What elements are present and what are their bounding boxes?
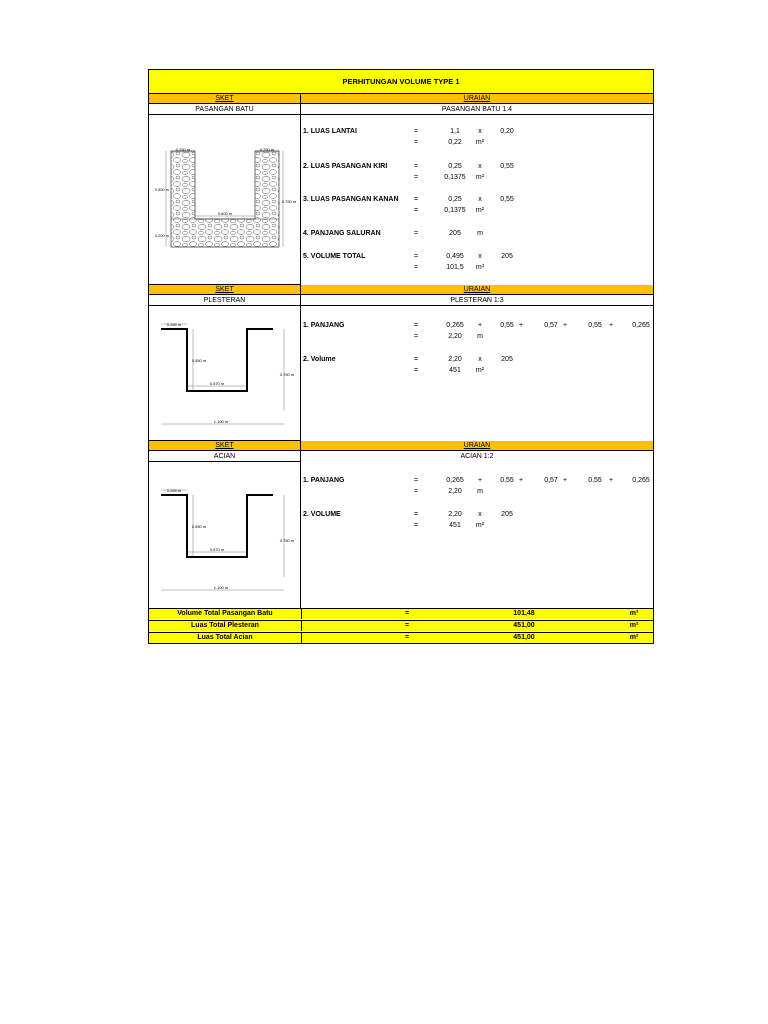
- calc-row: [301, 522, 653, 532]
- calc-cell: 0,265: [632, 477, 650, 484]
- calc-row: [301, 322, 653, 332]
- calc-cell: m³: [475, 264, 485, 271]
- calc-cell: 0,1375: [444, 174, 466, 181]
- calc-cell: 0,55: [500, 322, 514, 329]
- dim-label: 0.200 m: [154, 233, 170, 238]
- calc-cell: =: [413, 322, 419, 329]
- calc-label: 2. VOLUME: [303, 511, 341, 518]
- calc-cell: =: [413, 253, 419, 260]
- acian-profile-drawing: [149, 462, 300, 607]
- calc-cell: =: [413, 511, 419, 518]
- total-divider: [301, 633, 302, 643]
- section3-sketch: [149, 462, 301, 608]
- calc-cell: 0,495: [446, 253, 464, 260]
- total-equals: =: [404, 610, 410, 617]
- section2-calc-title: PLESTERAN 1:3: [301, 295, 653, 306]
- calc-cell: 2,20: [448, 333, 462, 340]
- calc-cell: 0,1375: [444, 207, 466, 214]
- dim-label: 0.750 m: [281, 199, 297, 204]
- calc-cell: m²: [475, 174, 485, 181]
- total-label: Luas Total Acian: [197, 634, 253, 641]
- calc-cell: 0,265: [632, 322, 650, 329]
- calc-cell: 205: [449, 230, 461, 237]
- calc-cell: 2,20: [448, 511, 462, 518]
- calc-row: [301, 356, 653, 366]
- calc-cell: +: [477, 322, 483, 329]
- calc-cell: m: [477, 333, 483, 340]
- dim-label: 1.100 m: [213, 585, 229, 590]
- calc-cell: 0,55: [500, 196, 514, 203]
- calc-cell: m²: [475, 367, 485, 374]
- dim-label: 0.265 m: [166, 322, 182, 327]
- calc-cell: +: [608, 322, 614, 329]
- calc-cell: x: [478, 163, 482, 170]
- total-value: 451,00: [513, 622, 535, 629]
- calc-row: [301, 139, 653, 149]
- dim-label: 0.750 m: [279, 538, 295, 543]
- calc-cell: =: [413, 477, 419, 484]
- calc-cell: x: [478, 356, 482, 363]
- calc-label: 3. LUAS PASANGAN KANAN: [303, 196, 399, 203]
- calc-row: [301, 163, 653, 173]
- section3-calc-title: ACIAN 1:2: [301, 451, 653, 462]
- sheet-title: PERHITUNGAN VOLUME TYPE 1: [149, 70, 653, 94]
- dim-label: 0.265 m: [166, 488, 182, 493]
- total-divider: [301, 609, 302, 619]
- calc-cell: 0,265: [446, 477, 464, 484]
- calc-cell: 0,55: [588, 322, 602, 329]
- dim-label: 1.100 m: [213, 419, 229, 424]
- calc-cell: 0,55: [500, 163, 514, 170]
- section3-calc-header: URAIAN: [301, 441, 653, 451]
- calc-row: [301, 128, 653, 138]
- calc-cell: 0,55: [588, 477, 602, 484]
- section1-sketch: [149, 115, 301, 285]
- section3-sketch-title: ACIAN: [149, 451, 301, 462]
- calc-cell: 205: [501, 356, 513, 363]
- plaster-profile-drawing: [149, 306, 300, 440]
- total-equals: =: [404, 622, 410, 629]
- calc-cell: x: [478, 128, 482, 135]
- section2-sketch: [149, 306, 301, 441]
- calc-cell: =: [413, 488, 419, 495]
- calc-cell: +: [608, 477, 614, 484]
- total-label: Volume Total Pasangan Batu: [177, 610, 273, 617]
- dim-label: 0.550 m: [191, 524, 207, 529]
- calc-cell: =: [413, 163, 419, 170]
- section3-sketch-header: SKET: [149, 441, 301, 451]
- calc-row: [301, 230, 653, 240]
- calc-cell: =: [413, 174, 419, 181]
- total-value: 451,00: [513, 634, 535, 641]
- dim-label: 0.250 m: [259, 147, 275, 152]
- calc-cell: 0,22: [448, 139, 462, 146]
- calc-cell: 205: [501, 511, 513, 518]
- calc-cell: 1,1: [450, 128, 460, 135]
- section2-calc-header: URAIAN: [301, 285, 653, 295]
- calc-label: 1. LUAS LANTAI: [303, 128, 357, 135]
- calc-row: [301, 196, 653, 206]
- dim-label: 0.750 m: [279, 372, 295, 377]
- calc-cell: =: [413, 356, 419, 363]
- section1-calc-title: PASANGAN BATU 1:4: [301, 104, 653, 115]
- calc-row: [301, 333, 653, 343]
- calc-cell: =: [413, 367, 419, 374]
- calc-row: [301, 174, 653, 184]
- total-divider: [301, 621, 302, 631]
- calc-cell: 2,20: [448, 356, 462, 363]
- total-row: [149, 632, 653, 643]
- dim-label: 0.250 m: [175, 147, 191, 152]
- total-value: 101,48: [513, 610, 535, 617]
- calc-label: 2. LUAS PASANGAN KIRI: [303, 163, 388, 170]
- calc-cell: +: [518, 322, 524, 329]
- dim-label: 0.550 m: [191, 358, 207, 363]
- total-label: Luas Total Plesteran: [191, 622, 259, 629]
- calc-cell: 451: [449, 367, 461, 374]
- calc-cell: =: [413, 333, 419, 340]
- dim-label: 0.550 m: [154, 187, 170, 192]
- calc-label: 5. VOLUME TOTAL: [303, 253, 366, 260]
- calc-row: [301, 207, 653, 217]
- calc-cell: +: [562, 322, 568, 329]
- section1-sketch-header: SKET: [149, 94, 301, 104]
- calc-row: [301, 264, 653, 274]
- section1-sketch-title: PASANGAN BATU: [149, 104, 301, 115]
- stone-masonry-drawing: [149, 115, 300, 284]
- total-row: [149, 620, 653, 631]
- section1-calc-header: URAIAN: [301, 94, 653, 104]
- calc-cell: =: [413, 522, 419, 529]
- calc-row: [301, 253, 653, 263]
- section2-sketch-title: PLESTERAN: [149, 295, 301, 306]
- total-unit: m²: [629, 634, 639, 641]
- calc-row: [301, 367, 653, 377]
- calc-cell: x: [478, 253, 482, 260]
- calc-cell: x: [478, 196, 482, 203]
- calc-cell: +: [477, 477, 483, 484]
- calc-cell: 0,57: [544, 477, 558, 484]
- calc-row: [301, 488, 653, 498]
- calc-cell: =: [413, 230, 419, 237]
- calc-cell: 205: [501, 253, 513, 260]
- calc-label: 2. Volume: [303, 356, 336, 363]
- section2-sketch-header: SKET: [149, 285, 301, 295]
- calc-cell: 0,265: [446, 322, 464, 329]
- calc-cell: 2,20: [448, 488, 462, 495]
- calc-cell: =: [413, 207, 419, 214]
- total-equals: =: [404, 634, 410, 641]
- dim-label: 0.600 m: [217, 211, 233, 216]
- total-unit: m²: [629, 622, 639, 629]
- calc-cell: =: [413, 128, 419, 135]
- calc-cell: 101,5: [446, 264, 464, 271]
- calc-cell: m: [477, 488, 483, 495]
- total-row: [149, 608, 653, 619]
- calc-cell: =: [413, 196, 419, 203]
- calc-cell: +: [518, 477, 524, 484]
- calc-cell: m²: [475, 139, 485, 146]
- calc-cell: 451: [449, 522, 461, 529]
- calc-cell: =: [413, 264, 419, 271]
- calc-label: 1. PANJANG: [303, 322, 345, 329]
- dim-label: 0.570 m: [209, 547, 225, 552]
- calc-cell: 0,25: [448, 163, 462, 170]
- calc-row: [301, 511, 653, 521]
- calc-label: 4. PANJANG SALURAN: [303, 230, 381, 237]
- calc-cell: x: [478, 511, 482, 518]
- dim-label: 0.570 m: [209, 381, 225, 386]
- calc-cell: 0,25: [448, 196, 462, 203]
- calc-cell: 0,57: [544, 322, 558, 329]
- calc-cell: +: [562, 477, 568, 484]
- calc-cell: m²: [475, 522, 485, 529]
- calc-label: 1. PANJANG: [303, 477, 345, 484]
- total-unit: m³: [629, 610, 639, 617]
- volume-sheet: [148, 69, 654, 644]
- calc-cell: =: [413, 139, 419, 146]
- calc-cell: 0,55: [500, 477, 514, 484]
- calc-cell: m²: [475, 207, 485, 214]
- calc-cell: 0,20: [500, 128, 514, 135]
- calc-row: [301, 477, 653, 487]
- calc-cell: m: [477, 230, 483, 237]
